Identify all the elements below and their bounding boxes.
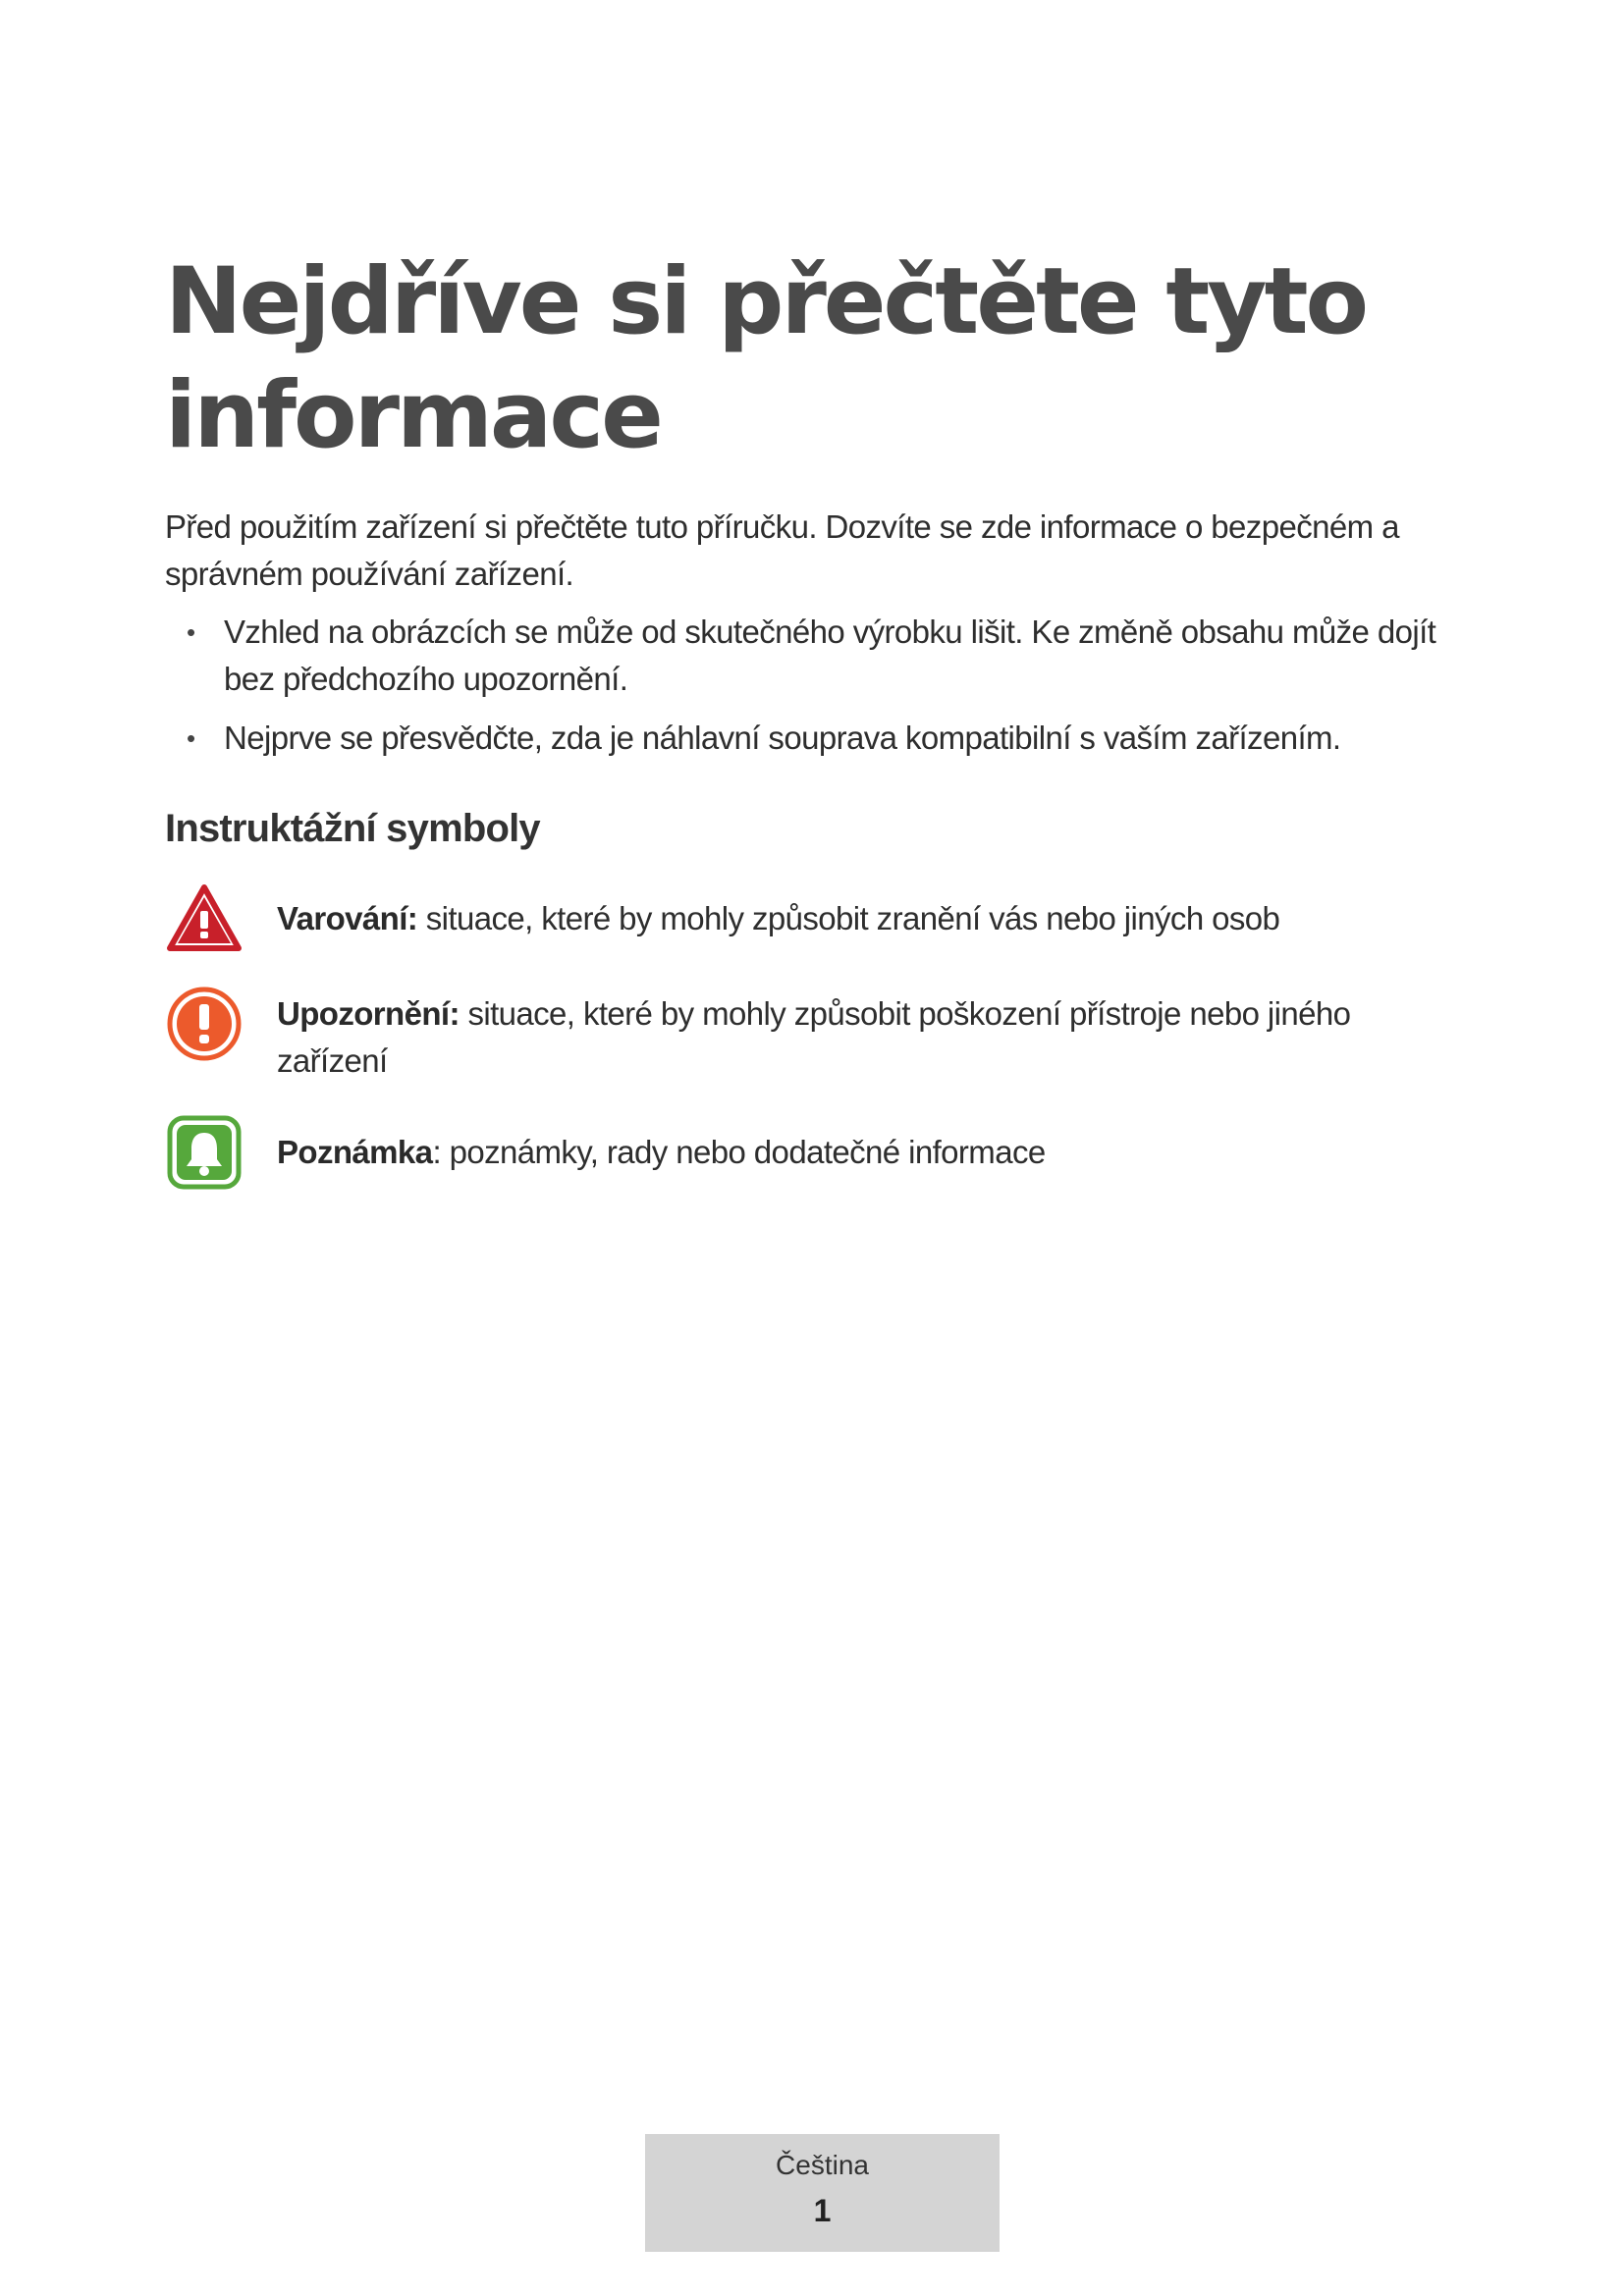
section-heading: Instruktážní symboly: [165, 807, 540, 850]
symbol-description: [277, 990, 1455, 1085]
caution-circle-icon: [165, 985, 244, 1063]
symbol-description: [277, 1129, 1455, 1176]
bullet-dot-icon: •: [187, 723, 195, 753]
symbol-text: situace, které by mohly způsobit poškození přístroje nebo jiného zařízení: [277, 995, 1351, 1079]
symbol-text: situace, které by mohly způsobit zranění vás nebo jiných osob: [417, 900, 1280, 936]
list-item: [165, 609, 1461, 703]
symbol-description: [277, 895, 1455, 942]
intro-paragraph: Před použitím zařízení si přečtěte tuto příručku. Dozvíte se zde informace o bezpečném a správném používání zařízení.: [165, 508, 1399, 592]
page-number: 1: [813, 2193, 832, 2228]
symbol-text: : poznámky, rady nebo dodatečné informace: [432, 1134, 1046, 1170]
footer-language: Čeština: [776, 2150, 869, 2180]
list-item: [165, 715, 1461, 762]
warning-triangle-icon: [165, 880, 244, 958]
list-item-text: Vzhled na obrázcích se může od skutečného výrobku lišit. Ke změně obsahu může dojít bez předchozího upozornění.: [224, 614, 1436, 697]
bullet-list: [165, 609, 1461, 774]
symbol-label: Upozornění:: [277, 995, 460, 1032]
symbol-label: Poznámka: [277, 1134, 433, 1170]
page-title: Nejdříve si přečtěte tyto informace: [165, 248, 1367, 469]
bullet-dot-icon: •: [187, 617, 195, 647]
note-bell-icon: [165, 1113, 244, 1192]
page-footer: [645, 2134, 1000, 2252]
list-item-text: Nejprve se přesvědčte, zda je náhlavní souprava kompatibilní s vaším zařízením.: [224, 720, 1341, 756]
symbol-label: Varování:: [277, 900, 418, 936]
